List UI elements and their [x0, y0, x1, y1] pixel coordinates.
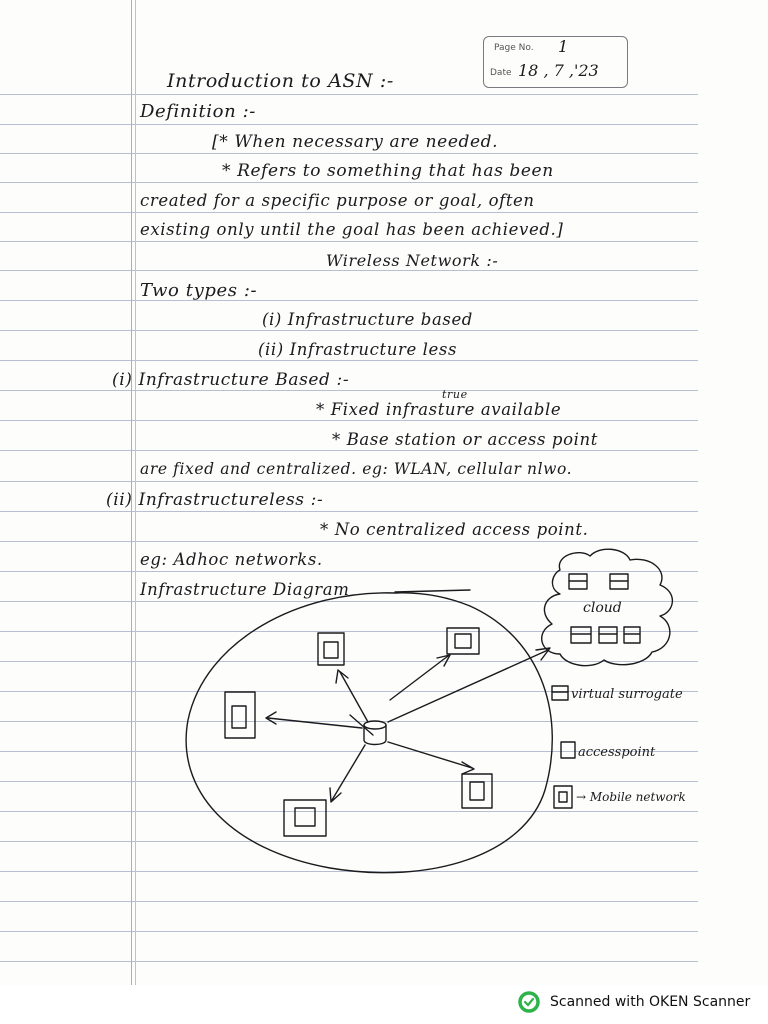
definition-line-1: [* When necessary are needed.	[212, 132, 499, 152]
scanner-text: Scanned with OKEN Scanner	[550, 994, 751, 1010]
infra-based-line-3: are fixed and centralized. eg: WLAN, cellular nlwo.	[140, 460, 573, 478]
infrastructureless-heading: (ii) Infrastructureless :-	[106, 490, 324, 510]
page-no-value: 1	[558, 37, 569, 56]
mobile-node-icon	[284, 800, 326, 836]
legend-virtual-surrogate	[571, 687, 683, 702]
mobile-node-icon	[225, 692, 255, 738]
date-value: 18 , 7 ,'23	[518, 61, 599, 80]
definition-line-4: existing only until the goal has been achieved.]	[140, 220, 564, 239]
legend-mobile-network: → Mobile network	[576, 790, 686, 804]
page-title: Introduction to ASN :-	[167, 70, 394, 92]
definition-line-2: * Refers to something that has been	[222, 161, 554, 181]
insert-word: true	[442, 388, 468, 401]
legend-virtual-text: virtual surrogate	[571, 687, 683, 702]
legend-access-point: accesspoint	[578, 745, 656, 760]
infra-less-line-2: eg: Adhoc networks.	[140, 550, 323, 569]
network-boundary	[186, 593, 552, 873]
oken-scanner-logo-icon	[518, 991, 540, 1013]
infra-less-line-1: * No centralized access point.	[320, 520, 589, 539]
diagram-heading: Infrastructure Diagram	[140, 580, 350, 599]
cloud-server-icon	[624, 627, 640, 643]
cloud-label: cloud	[583, 600, 622, 616]
virtual-surrogate-icon	[552, 686, 568, 700]
page-no-label: Page No.	[494, 43, 534, 53]
legend-mobile-node-icon	[554, 786, 572, 808]
mobile-node-icon	[318, 633, 344, 665]
type-2-item: (ii) Infrastructure less	[258, 340, 458, 359]
infrastructure-based-heading: (i) Infrastructure Based :-	[112, 370, 350, 390]
mobile-node-icon	[447, 628, 479, 654]
date-label: Date	[490, 68, 512, 78]
definition-heading: Definition :-	[140, 101, 256, 122]
two-types-heading: Two types :-	[140, 280, 258, 301]
infra-based-line-1: * Fixed infrasture available	[316, 400, 562, 419]
mobile-node-icon	[462, 774, 492, 808]
legend-access-point-icon	[561, 742, 575, 758]
cloud-server-icon	[571, 627, 591, 643]
type-1-item: (i) Infrastructure based	[262, 310, 473, 329]
scanner-watermark	[518, 990, 750, 1014]
cloud-server-icon	[599, 627, 617, 643]
infra-based-line-2: * Base station or access point	[332, 430, 598, 449]
wireless-network-heading: Wireless Network :-	[326, 251, 499, 270]
definition-line-3: created for a specific purpose or goal, often	[140, 191, 535, 210]
